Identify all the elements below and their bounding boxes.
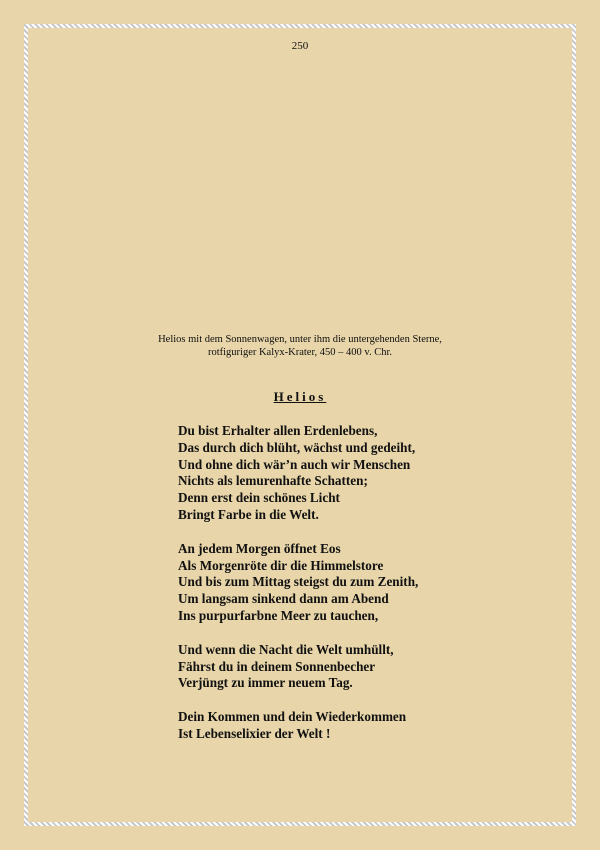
poem-line: Ins purpurfarbne Meer zu tauchen, xyxy=(178,607,379,623)
poem-line: Fährst du in deinem Sonnenbecher xyxy=(178,658,376,674)
poem-line: Das durch dich blüht, wächst und gedeiht, xyxy=(178,439,416,455)
caption-line-2: rotfiguriger Kalyx-Krater, 450 – 400 v. Chr. xyxy=(207,347,393,358)
stanza-3 xyxy=(178,642,558,692)
poem-line: Und bis zum Mittag steigst du zum Zenith, xyxy=(178,574,419,590)
poem-line: Du bist Erhalter allen Erdenlebens, xyxy=(178,423,378,438)
poem-line: Bringt Farbe in die Welt. xyxy=(178,506,319,522)
poem-line: Dein Kommen und dein Wiederkommen xyxy=(178,709,407,725)
poem-line: An jedem Morgen öffnet Eos xyxy=(178,540,341,556)
poem-title: Helios xyxy=(273,389,327,404)
poem-body xyxy=(178,423,558,760)
poem-line: Verjüngt zu immer neuem Tag. xyxy=(178,675,353,691)
poem-line: Und ohne dich wär’n auch wir Menschen xyxy=(178,456,411,472)
caption-line-1: Helios mit dem Sonnenwagen, unter ihm die untergehenden Sterne, xyxy=(158,334,442,345)
poem-line: Um langsam sinkend dann am Abend xyxy=(178,591,389,607)
poem-line: Denn erst dein schönes Licht xyxy=(178,490,340,506)
page-number: 250 xyxy=(291,40,309,52)
stanza-2 xyxy=(178,541,558,625)
poem-line: Nichts als lemurenhafte Schatten; xyxy=(178,473,368,489)
poem-line: Und wenn die Nacht die Welt umhüllt, xyxy=(178,641,394,657)
stanza-4 xyxy=(178,709,558,743)
stanza-1 xyxy=(178,423,558,524)
poem-line: Ist Lebenselixier der Welt ! xyxy=(178,725,331,741)
poem-line: Als Morgenröte dir die Himmelstore xyxy=(178,557,384,573)
image-caption xyxy=(0,333,600,359)
